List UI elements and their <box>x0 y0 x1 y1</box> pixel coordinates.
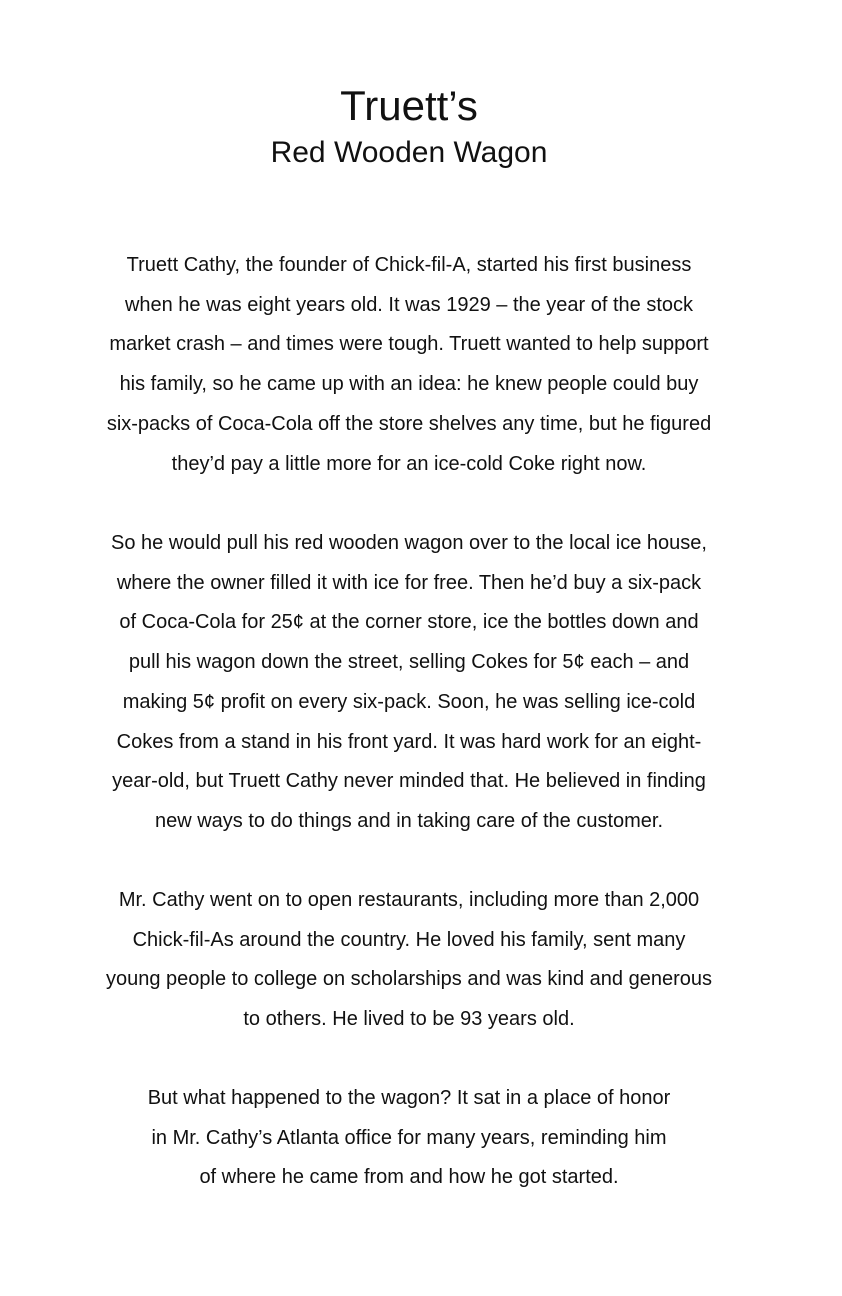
text-line: Truett Cathy, the founder of Chick-fil-A, started his first business <box>126 254 692 276</box>
paragraph-later-life <box>60 881 758 1040</box>
text-line: year-old, but Truett Cathy never minded that. He believed in finding <box>112 770 706 793</box>
paragraph-wagon-business <box>60 524 758 842</box>
text-line: of Coca-Cola for 25¢ at the corner store, ice the bottles down and <box>119 611 699 634</box>
text-line: his family, so he came up with an idea: he knew people could buy <box>119 373 699 396</box>
text-line: Cokes from a stand in his front yard. It was hard work for an eight- <box>116 730 702 753</box>
text-line: in Mr. Cathy’s Atlanta office for many years, reminding him <box>151 1126 667 1149</box>
text-line: where the owner filled it with ice for free. Then he’d buy a six-pack <box>116 571 702 594</box>
text-line: they’d pay a little more for an ice-cold Coke right now. <box>171 452 647 475</box>
text-line: when he was eight years old. It was 1929 – the year of the stock <box>124 293 694 316</box>
text-line: of where he came from and how he got started. <box>199 1166 619 1189</box>
text-line: to others. He lived to be 93 years old. <box>243 1008 575 1031</box>
text-line: So he would pull his red wooden wagon over to the local ice house, <box>111 532 707 554</box>
text-line: pull his wagon down the street, selling Cokes for 5¢ each – and <box>128 651 690 674</box>
text-line: making 5¢ profit on every six-pack. Soon, he was selling ice-cold <box>122 690 696 713</box>
page-subtitle: Red Wooden Wagon <box>270 136 548 169</box>
page-title: Truett’s <box>340 82 478 129</box>
paragraph-wagon-fate <box>60 1079 758 1198</box>
text-line: market crash – and times were tough. Truett wanted to help support <box>109 333 709 356</box>
text-line: Chick-fil-As around the country. He loved his family, sent many <box>132 928 686 951</box>
text-line: young people to college on scholarships and was kind and generous <box>106 968 712 991</box>
text-line: Mr. Cathy went on to open restaurants, including more than 2,000 <box>118 889 700 911</box>
text-line: new ways to do things and in taking care of the customer. <box>154 809 664 832</box>
text-line: six-packs of Coca-Cola off the store shelves any time, but he figured <box>106 412 712 435</box>
paragraph-origin-story <box>60 246 758 484</box>
text-line: But what happened to the wagon? It sat in a place of honor <box>147 1087 671 1109</box>
